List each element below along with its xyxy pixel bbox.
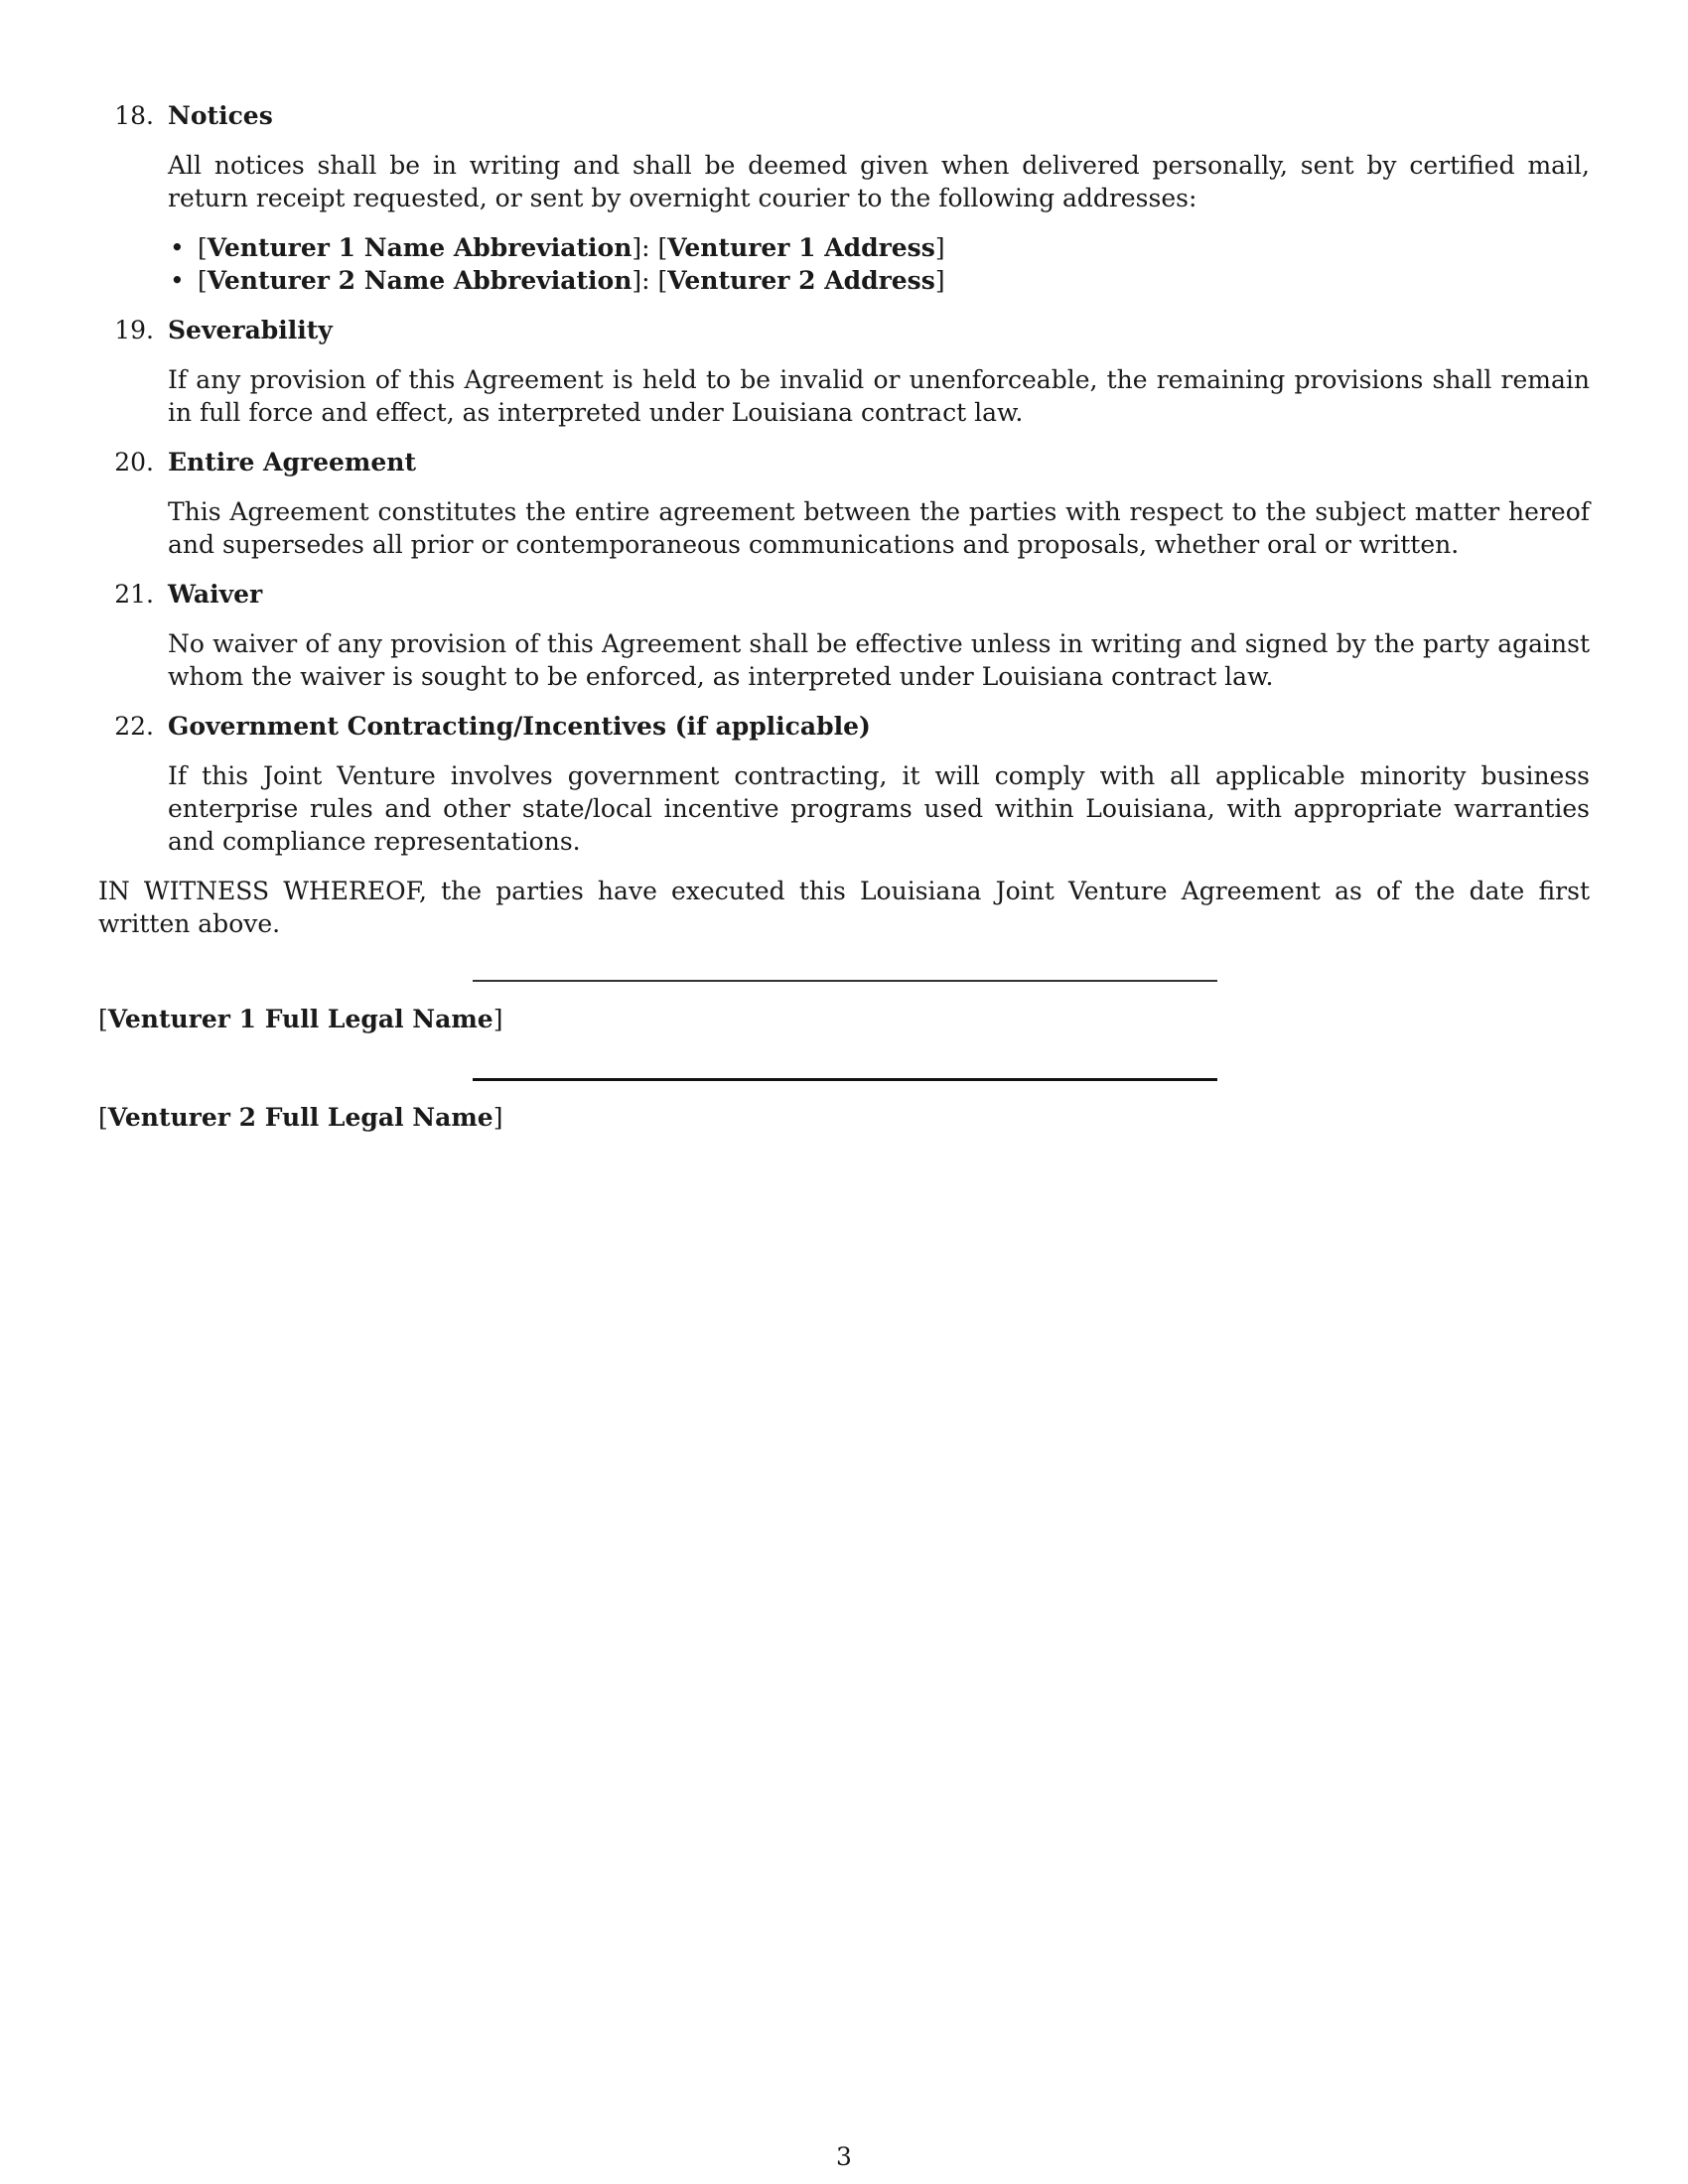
section-number: 18.	[114, 101, 154, 130]
section-title: Severability	[168, 316, 333, 344]
venturer-name-abbreviation: Venturer 1 Name Abbreviation	[207, 233, 633, 262]
address-item: • [Venturer 2 Name Abbreviation]: [Venturer 2 Address]	[170, 266, 945, 295]
signature-block-2	[98, 1078, 1590, 1176]
signatory-name: [Venturer 2 Full Legal Name]	[98, 1103, 503, 1132]
section-government-contracting	[98, 710, 1590, 858]
section-title: Waiver	[168, 580, 263, 609]
venturer-address: Venturer 2 Address	[667, 266, 935, 295]
section-heading	[98, 314, 1590, 346]
section-heading	[98, 578, 1590, 611]
signature-line[interactable]	[473, 1078, 1217, 1081]
signature-line[interactable]	[473, 980, 1217, 982]
section-heading	[98, 99, 1590, 132]
section-heading	[98, 446, 1590, 478]
document-page	[98, 99, 1590, 1176]
venturer-full-legal-name: Venturer 1 Full Legal Name	[107, 1005, 493, 1033]
bullet-icon: •	[170, 233, 185, 262]
section-number: 21.	[114, 580, 154, 609]
section-body: If this Joint Venture involves government contracting, it will comply with all applicable minority business enterprise rules and other state/local incentive programs used within Louisiana, with appropriate warranties and compliance representations.	[168, 761, 1590, 856]
section-waiver	[98, 578, 1590, 693]
section-body: No waiver of any provision of this Agreement shall be effective unless in writing and signed by the party against whom the waiver is sought to be enforced, as interpreted under Louisiana contract law.	[168, 629, 1590, 691]
address-item: • [Venturer 1 Name Abbreviation]: [Venturer 1 Address]	[170, 233, 945, 262]
bullet-icon: •	[170, 266, 185, 295]
section-title: Notices	[168, 101, 273, 130]
signature-block-1	[98, 980, 1590, 1078]
section-entire-agreement	[98, 446, 1590, 561]
section-title: Government Contracting/Incentives (if applicable)	[168, 712, 871, 741]
venturer-full-legal-name: Venturer 2 Full Legal Name	[107, 1103, 493, 1132]
section-body: If any provision of this Agreement is held to be invalid or unenforceable, the remaining provisions shall remain in full force and effect, as interpreted under Louisiana contract law.	[168, 365, 1590, 427]
section-number: 22.	[114, 712, 154, 741]
venturer-address: Venturer 1 Address	[667, 233, 935, 262]
signatory-name: [Venturer 1 Full Legal Name]	[98, 1005, 503, 1033]
address-list	[98, 231, 1590, 297]
witness-clause: IN WITNESS WHEREOF, the parties have executed this Louisiana Joint Venture Agreement as of the date first written above.	[98, 877, 1590, 938]
section-body: All notices shall be in writing and shall be deemed given when delivered personally, sent by certified mail, return receipt requested, or sent by overnight courier to the following addresses:	[168, 151, 1590, 212]
section-severability	[98, 314, 1590, 429]
section-heading	[98, 710, 1590, 743]
section-number: 19.	[114, 316, 154, 344]
page-number: 3	[836, 2142, 852, 2171]
section-body: This Agreement constitutes the entire agreement between the parties with respect to the subject matter hereof and supersedes all prior or contemporaneous communications and proposals, whether oral or written.	[168, 497, 1590, 559]
section-title: Entire Agreement	[168, 448, 416, 477]
venturer-name-abbreviation: Venturer 2 Name Abbreviation	[207, 266, 633, 295]
section-notices	[98, 99, 1590, 297]
section-number: 20.	[114, 448, 154, 477]
